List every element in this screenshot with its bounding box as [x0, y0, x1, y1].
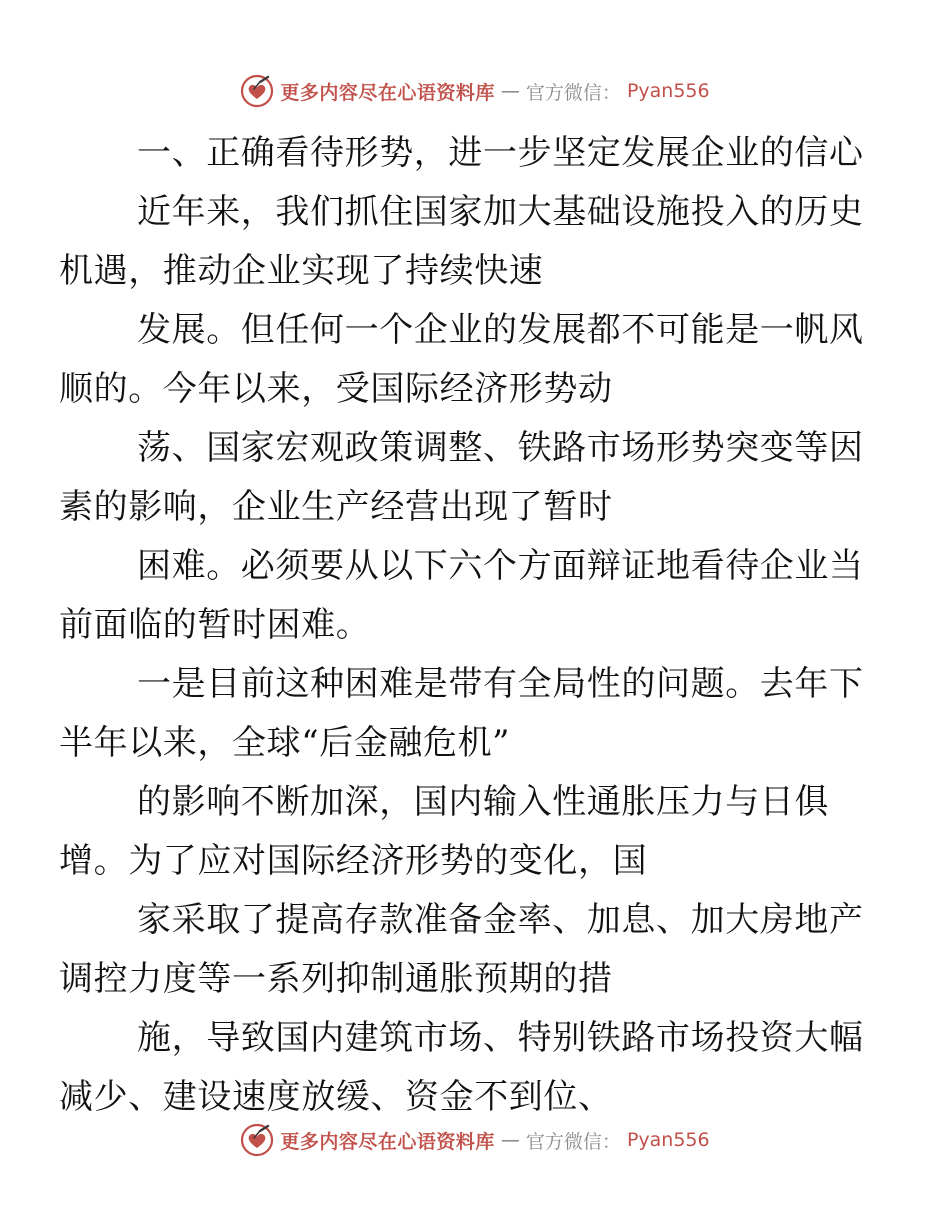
paragraph [59, 301, 864, 419]
heart-pen-logo-icon [240, 1123, 274, 1157]
text-line: 半年以来，全球“后金融危机” [59, 723, 511, 763]
paragraph [59, 773, 858, 891]
text-line: 顺的。今年以来，受国际经济形势动 [59, 369, 613, 409]
heart-pen-logo-icon [240, 74, 274, 108]
text-line: 一是目前这种困难是带有全局性的问题。去年下 [137, 664, 864, 704]
banner-contact-label: 官方微信： [525, 1130, 621, 1153]
footer-banner [0, 1120, 950, 1160]
banner-dash: — [500, 1129, 520, 1151]
text-line: 减少、建设速度放缓、资金不到位、 [59, 1077, 613, 1117]
text-line: 增。为了应对国际经济形势的变化，国 [59, 841, 648, 881]
paragraph [59, 183, 864, 301]
paragraph [59, 419, 864, 537]
text-line: 施，导致国内建筑市场、特别铁路市场投资大幅 [137, 1018, 864, 1058]
banner-dash: — [500, 80, 520, 102]
paragraph [59, 655, 864, 773]
banner-brand-text: 更多内容尽在心语资料库 [280, 1130, 495, 1153]
paragraph [59, 537, 864, 655]
text-line: 素的影响，企业生产经营出现了暂时 [59, 487, 613, 527]
banner-contact-id: Pyan556 [626, 1129, 710, 1151]
text-line: 发展。但任何一个企业的发展都不可能是一帆风 [137, 310, 864, 350]
paragraph [59, 891, 864, 1009]
text-line: 前面临的暂时困难。 [59, 605, 371, 645]
text-line: 近年来，我们抓住国家加大基础设施投入的历史 [137, 192, 864, 232]
text-line: 困难。必须要从以下六个方面辩证地看待企业当 [137, 546, 864, 586]
banner-contact-label: 官方微信： [525, 81, 621, 104]
paragraph [59, 1009, 864, 1127]
text-line: 的影响不断加深，国内输入性通胀压力与日俱 [137, 782, 829, 822]
text-line: 家采取了提高存款准备金率、加息、加大房地产 [137, 900, 864, 940]
text-line: 机遇，推动企业实现了持续快速 [59, 251, 544, 291]
section-heading [98, 124, 864, 183]
document-body [59, 124, 864, 1127]
banner-brand-text: 更多内容尽在心语资料库 [280, 81, 495, 104]
banner-contact-id: Pyan556 [626, 80, 710, 102]
text-line: 荡、国家宏观政策调整、铁路市场形势突变等因 [137, 428, 864, 468]
header-banner [0, 71, 950, 111]
text-line: 一、正确看待形势，进一步坚定发展企业的信心 [137, 133, 864, 173]
text-line: 调控力度等一系列抑制通胀预期的措 [59, 959, 613, 999]
